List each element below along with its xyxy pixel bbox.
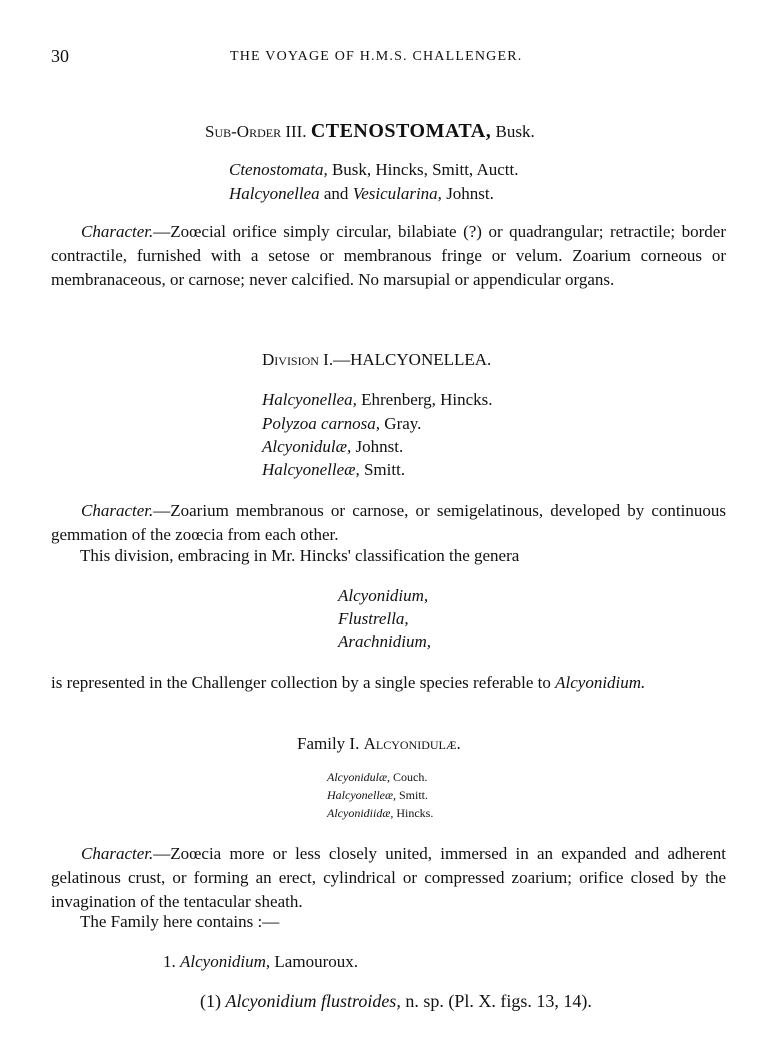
division-character: Character.—Zoarium membranous or carnose, or semigelatinous, developed by continuous gemmation of the zoœcia from each other. xyxy=(51,501,726,544)
genus-list-item: Alcyonidium, xyxy=(338,586,429,605)
division-synonym: Polyzoa carnosa, Gray. xyxy=(262,414,422,433)
suborder-heading xyxy=(205,120,535,143)
division-closing: is represented in the Challenger collection by a single species referable to Alcyonidium. xyxy=(51,673,646,692)
family-name: Alcyonidulæ. xyxy=(363,734,461,753)
division-synonym: Halcyonellea, Ehrenberg, Hincks. xyxy=(262,390,493,409)
family-synonym: Alcyonidulæ, Couch. xyxy=(327,770,428,784)
suborder-prefix: Sub-Order III. xyxy=(205,122,307,141)
family-synonym: Halcyonelleæ, Smitt. xyxy=(327,788,428,802)
species-name: Alcyonidium flustroides, xyxy=(225,991,401,1011)
family-heading xyxy=(297,734,461,754)
suborder-synonym: Ctenostomata, Busk, Hincks, Smitt, Auctt. xyxy=(229,160,519,179)
family-synonym: Alcyonidiidæ, Hincks. xyxy=(327,806,434,820)
division-name: —HALCYONELLEA. xyxy=(333,350,492,369)
species-heading: (1) Alcyonidium flustroides, n. sp. (Pl. X. figs. 13, 14). xyxy=(200,991,592,1011)
division-synonym: Halcyonelleæ, Smitt. xyxy=(262,460,406,479)
suborder-synonym: Halcyonellea and Vesicularina, Johnst. xyxy=(229,184,494,203)
genus-list-item: Flustrella, xyxy=(338,609,409,628)
division-intro: This division, embracing in Mr. Hincks' classification the genera xyxy=(80,546,520,565)
family-prefix: Family I. xyxy=(297,734,360,753)
division-heading xyxy=(262,350,491,370)
family-contains: The Family here contains :— xyxy=(80,912,280,931)
division-prefix: Division I. xyxy=(262,350,334,369)
genus-name: Alcyonidium, xyxy=(180,952,271,971)
family-character: Character.—Zoœcia more or less closely united, immersed in an expanded and adherent gelatinous crust, or forming an erect, cylindrical or compressed zoarium; orifice closed by the invagination of the tentacular sheath. xyxy=(51,844,726,911)
running-title: THE VOYAGE OF H.M.S. CHALLENGER. xyxy=(230,49,523,64)
suborder-author: Busk. xyxy=(495,122,535,141)
division-synonym: Alcyonidulæ, Johnst. xyxy=(262,437,404,456)
genus-heading: 1. Alcyonidium, Lamouroux. xyxy=(163,952,358,971)
genus-list-item: Arachnidium, xyxy=(338,632,432,651)
suborder-name: CTENOSTOMATA, xyxy=(310,120,492,142)
suborder-character: Character.—Zoœcial orifice simply circular, bilabiate (?) or quadrangular; retractile; border contractile, furnished with a setose or membranous fringe or velum. Zoarium corneous or membranaceous, or carnose; never calcified. No marsupial or appendicular organs. xyxy=(51,222,726,289)
page-number: 30 xyxy=(51,46,69,66)
